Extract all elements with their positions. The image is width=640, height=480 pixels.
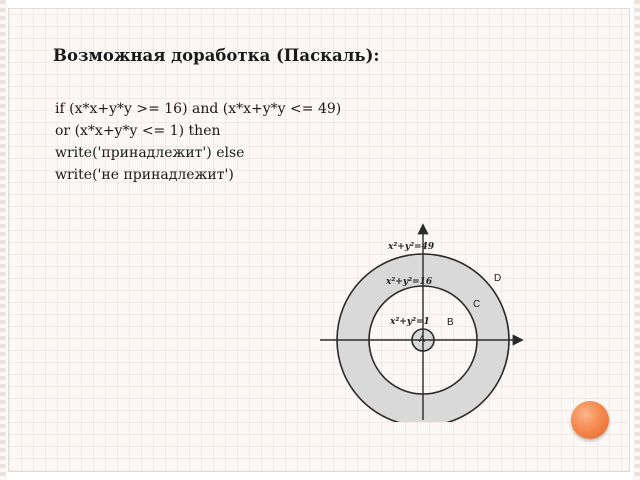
region-label-c: C [473, 299, 481, 310]
code-line: write('не принадлежит') [55, 167, 234, 183]
region-label-d: D [494, 273, 502, 284]
slide-title: Возможная доработка (Паскаль): [53, 46, 380, 65]
code-block [55, 98, 341, 186]
orange-circle-button[interactable] [571, 401, 609, 439]
code-line: write('принадлежит') else [55, 145, 245, 161]
region-label-a: A [419, 334, 426, 344]
code-line: if (x*x+y*y >= 16) and (x*x+y*y <= 49) [55, 101, 342, 117]
code-line: or (x*x+y*y <= 1) then [55, 123, 221, 139]
region-label-b: B [447, 317, 454, 328]
left-decorative-stripe [0, 0, 6, 480]
right-decorative-stripe [634, 0, 640, 480]
circles-diagram [318, 222, 528, 422]
inner-circle-label: x²+y²=1 [390, 317, 430, 327]
outer-circle-label: x²+y²=49 [388, 242, 435, 252]
middle-circle-label: x²+y²=16 [386, 277, 433, 287]
